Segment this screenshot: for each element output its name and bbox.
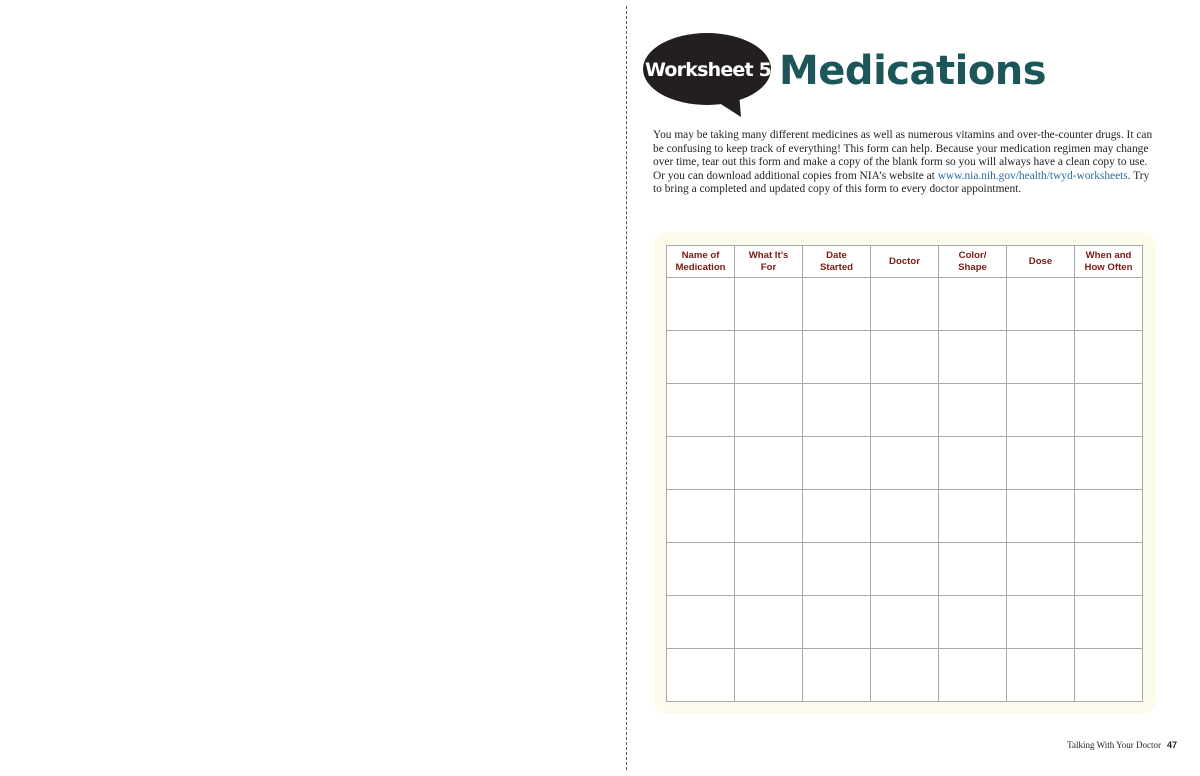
column-header-purpose: What It’s For — [735, 246, 803, 278]
table-cell[interactable] — [939, 331, 1007, 384]
table-row — [667, 596, 1143, 649]
table-cell[interactable] — [735, 596, 803, 649]
intro-text: You may be taking many different medicines as well as numerous vitamins and over-the-counter drugs. It can be confusing to keep track of everything! This form can help. Because your medication regimen may change over time, tear out this form and make a copy of the blank form so you will always have a clean copy to use. Or you can download additional copies from NIA’s website at — [653, 129, 1153, 182]
table-cell[interactable] — [667, 596, 735, 649]
table-row — [667, 384, 1143, 437]
tear-out-dashed-line — [626, 6, 627, 770]
table-cell[interactable] — [939, 278, 1007, 331]
column-header-doctor: Doctor — [871, 246, 939, 278]
table-cell[interactable] — [803, 543, 871, 596]
table-row — [667, 490, 1143, 543]
table-cell[interactable] — [1075, 490, 1143, 543]
table-row — [667, 331, 1143, 384]
table-cell[interactable] — [1007, 384, 1075, 437]
table-row — [667, 437, 1143, 490]
table-cell[interactable] — [939, 490, 1007, 543]
table-cell[interactable] — [871, 596, 939, 649]
table-cell[interactable] — [1007, 596, 1075, 649]
table-cell[interactable] — [735, 437, 803, 490]
table-cell[interactable] — [667, 278, 735, 331]
table-cell[interactable] — [939, 384, 1007, 437]
table-cell[interactable] — [735, 543, 803, 596]
table-cell[interactable] — [667, 490, 735, 543]
column-header-date-started: Date Started — [803, 246, 871, 278]
table-cell[interactable] — [803, 278, 871, 331]
worksheet-number-badge: Worksheet 5 — [644, 59, 772, 81]
column-header-color-shape: Color/ Shape — [939, 246, 1007, 278]
table-cell[interactable] — [871, 331, 939, 384]
table-cell[interactable] — [667, 437, 735, 490]
table-cell[interactable] — [1075, 543, 1143, 596]
table-cell[interactable] — [871, 649, 939, 702]
table-cell[interactable] — [1075, 384, 1143, 437]
book-title: Talking With Your Doctor — [1067, 740, 1161, 750]
table-cell[interactable] — [1075, 437, 1143, 490]
table-cell[interactable] — [803, 490, 871, 543]
table-cell[interactable] — [1007, 278, 1075, 331]
worksheets-link[interactable]: www.nia.nih.gov/health/twyd-worksheets — [937, 169, 1128, 182]
table-cell[interactable] — [803, 437, 871, 490]
table-cell[interactable] — [735, 490, 803, 543]
table-cell[interactable] — [1007, 490, 1075, 543]
table-cell[interactable] — [735, 331, 803, 384]
table-cell[interactable] — [667, 649, 735, 702]
table-cell[interactable] — [871, 490, 939, 543]
table-cell[interactable] — [803, 596, 871, 649]
table-cell[interactable] — [1007, 649, 1075, 702]
table-cell[interactable] — [1075, 596, 1143, 649]
table-cell[interactable] — [667, 384, 735, 437]
table-cell[interactable] — [803, 331, 871, 384]
column-header-dose: Dose — [1007, 246, 1075, 278]
table-cell[interactable] — [1075, 649, 1143, 702]
table-cell[interactable] — [939, 649, 1007, 702]
page-title: Medications — [779, 48, 1047, 94]
worksheet-header — [643, 33, 1163, 123]
page-number: 47 — [1166, 740, 1177, 750]
table-row — [667, 278, 1143, 331]
medications-table — [666, 245, 1143, 702]
page-footer — [1030, 740, 1177, 750]
table-cell[interactable] — [939, 543, 1007, 596]
table-cell[interactable] — [871, 384, 939, 437]
table-cell[interactable] — [939, 437, 1007, 490]
table-cell[interactable] — [667, 331, 735, 384]
table-cell[interactable] — [871, 278, 939, 331]
intro-paragraph — [653, 129, 1159, 197]
table-cell[interactable] — [871, 543, 939, 596]
intro-text-end: . Try to bring a completed and updated copy of this form to every doctor appointment. — [653, 169, 1150, 196]
table-row — [667, 649, 1143, 702]
table-cell[interactable] — [1075, 278, 1143, 331]
column-header-frequency: When and How Often — [1075, 246, 1143, 278]
table-cell[interactable] — [735, 384, 803, 437]
table-header-row — [667, 246, 1143, 278]
table-cell[interactable] — [1007, 437, 1075, 490]
table-cell[interactable] — [939, 596, 1007, 649]
table-cell[interactable] — [1007, 543, 1075, 596]
column-header-name: Name of Medication — [667, 246, 735, 278]
table-body — [667, 278, 1143, 702]
table-cell[interactable] — [803, 649, 871, 702]
table-cell[interactable] — [667, 543, 735, 596]
table-cell[interactable] — [735, 278, 803, 331]
table-cell[interactable] — [1007, 331, 1075, 384]
table-cell[interactable] — [735, 649, 803, 702]
table-cell[interactable] — [871, 437, 939, 490]
table-row — [667, 543, 1143, 596]
table-cell[interactable] — [803, 384, 871, 437]
table-cell[interactable] — [1075, 331, 1143, 384]
